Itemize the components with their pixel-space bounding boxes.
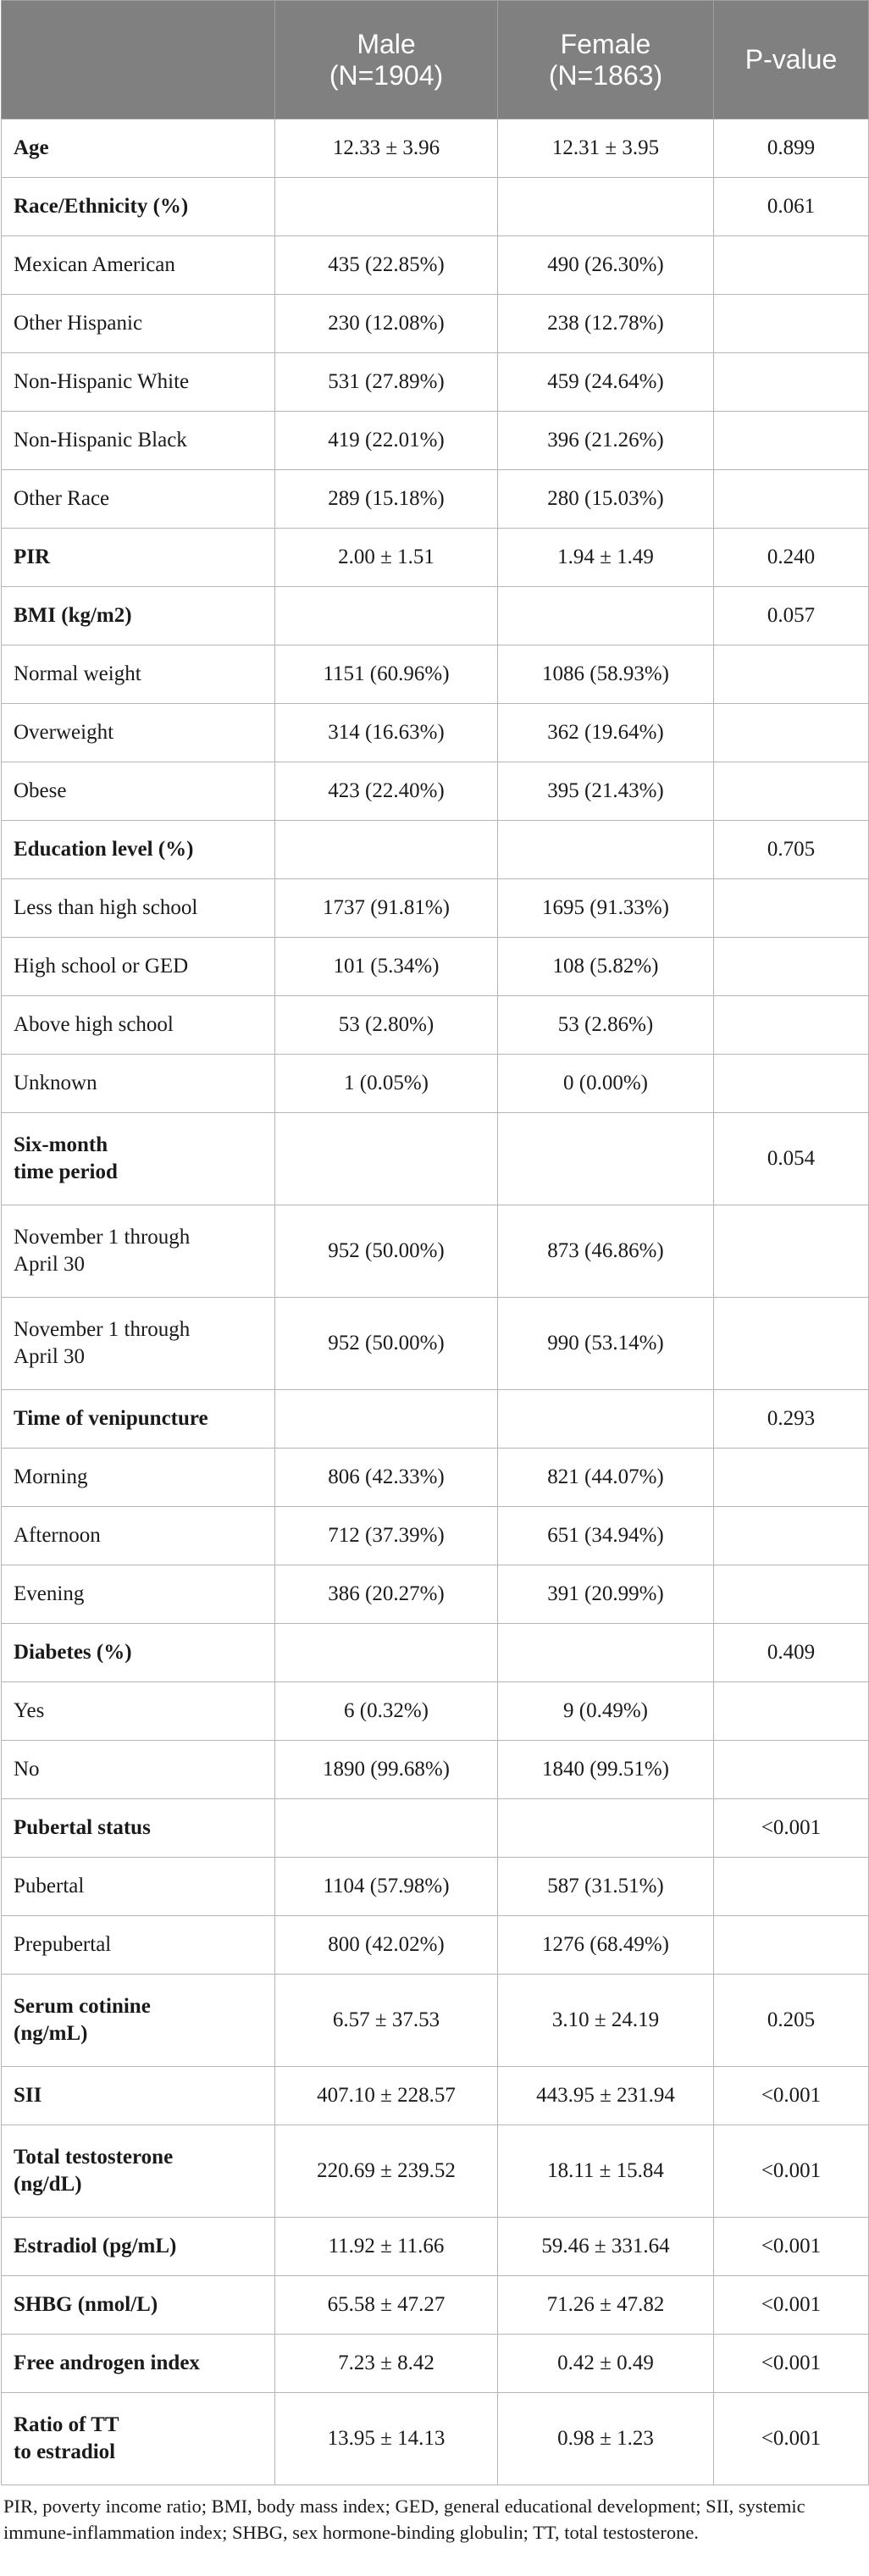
table-row — [2, 1799, 869, 1858]
row-label: November 1 through April 30 — [2, 1205, 275, 1298]
row-label: Education level (%) — [2, 821, 275, 879]
row-female-value: 53 (2.86%) — [498, 996, 714, 1055]
row-p-value: 0.054 — [714, 1113, 869, 1205]
table-row — [2, 1858, 869, 1916]
row-male-value: 1890 (99.68%) — [275, 1741, 498, 1799]
row-male-value: 220.69 ± 239.52 — [275, 2125, 498, 2218]
table-row — [2, 178, 869, 236]
row-label: Time of venipuncture — [2, 1390, 275, 1449]
row-female-value: 9 (0.49%) — [498, 1682, 714, 1741]
row-label: Mexican American — [2, 236, 275, 295]
table-row — [2, 412, 869, 470]
row-p-value — [714, 295, 869, 353]
row-male-value — [275, 587, 498, 645]
table-row — [2, 295, 869, 353]
row-male-value: 53 (2.80%) — [275, 996, 498, 1055]
row-p-value: 0.240 — [714, 529, 869, 587]
table-row — [2, 821, 869, 879]
row-label: Six-month time period — [2, 1113, 275, 1205]
row-male-value: 1151 (60.96%) — [275, 645, 498, 704]
row-male-value: 531 (27.89%) — [275, 353, 498, 412]
row-label: Afternoon — [2, 1507, 275, 1565]
table-row — [2, 1055, 869, 1113]
table-row — [2, 2335, 869, 2393]
row-label: SHBG (nmol/L) — [2, 2276, 275, 2335]
row-male-value — [275, 1624, 498, 1682]
row-female-value: 0 (0.00%) — [498, 1055, 714, 1113]
row-p-value — [714, 236, 869, 295]
row-female-value: 280 (15.03%) — [498, 470, 714, 529]
row-female-value: 1840 (99.51%) — [498, 1741, 714, 1799]
header-female — [498, 1, 714, 119]
row-male-value: 423 (22.40%) — [275, 762, 498, 821]
row-female-value: 12.31 ± 3.95 — [498, 119, 714, 178]
characteristics-table — [1, 0, 869, 2485]
row-female-value: 1.94 ± 1.49 — [498, 529, 714, 587]
row-male-value — [275, 1113, 498, 1205]
table-row — [2, 879, 869, 938]
row-label: Pubertal status — [2, 1799, 275, 1858]
row-p-value: <0.001 — [714, 2218, 869, 2276]
row-male-value: 230 (12.08%) — [275, 295, 498, 353]
row-p-value: <0.001 — [714, 2125, 869, 2218]
row-label: Race/Ethnicity (%) — [2, 178, 275, 236]
table-row — [2, 1916, 869, 1975]
table-row — [2, 996, 869, 1055]
row-female-value — [498, 1390, 714, 1449]
table-row — [2, 353, 869, 412]
header-male-n: (N=1904) — [329, 59, 444, 91]
row-p-value: <0.001 — [714, 2393, 869, 2485]
row-label: Non-Hispanic White — [2, 353, 275, 412]
row-p-value — [714, 412, 869, 470]
row-label: Other Race — [2, 470, 275, 529]
row-p-value: 0.293 — [714, 1390, 869, 1449]
row-p-value — [714, 762, 869, 821]
table-row — [2, 470, 869, 529]
row-male-value: 1 (0.05%) — [275, 1055, 498, 1113]
row-female-value: 1086 (58.93%) — [498, 645, 714, 704]
row-female-value: 362 (19.64%) — [498, 704, 714, 762]
header-female-n: (N=1863) — [548, 59, 663, 91]
row-male-value: 1104 (57.98%) — [275, 1858, 498, 1916]
row-male-value: 11.92 ± 11.66 — [275, 2218, 498, 2276]
row-p-value — [714, 1858, 869, 1916]
row-label: Non-Hispanic Black — [2, 412, 275, 470]
row-label: PIR — [2, 529, 275, 587]
row-female-value: 18.11 ± 15.84 — [498, 2125, 714, 2218]
row-male-value: 806 (42.33%) — [275, 1449, 498, 1507]
row-label: Total testosterone (ng/dL) — [2, 2125, 275, 2218]
row-p-value — [714, 1298, 869, 1390]
row-female-value: 651 (34.94%) — [498, 1507, 714, 1565]
row-male-value: 12.33 ± 3.96 — [275, 119, 498, 178]
row-male-value: 952 (50.00%) — [275, 1205, 498, 1298]
row-male-value — [275, 821, 498, 879]
row-label: Estradiol (pg/mL) — [2, 2218, 275, 2276]
row-male-value: 386 (20.27%) — [275, 1565, 498, 1624]
row-female-value: 3.10 ± 24.19 — [498, 1975, 714, 2067]
row-female-value: 490 (26.30%) — [498, 236, 714, 295]
row-female-value: 0.42 ± 0.49 — [498, 2335, 714, 2393]
row-male-value: 314 (16.63%) — [275, 704, 498, 762]
table-row — [2, 1682, 869, 1741]
row-male-value — [275, 1799, 498, 1858]
row-label: BMI (kg/m2) — [2, 587, 275, 645]
row-female-value: 821 (44.07%) — [498, 1449, 714, 1507]
table-body — [2, 119, 869, 2485]
row-male-value: 952 (50.00%) — [275, 1298, 498, 1390]
table-row — [2, 645, 869, 704]
row-p-value — [714, 996, 869, 1055]
table-row — [2, 587, 869, 645]
row-label: Free androgen index — [2, 2335, 275, 2393]
table-header — [2, 1, 869, 119]
row-female-value: 0.98 ± 1.23 — [498, 2393, 714, 2485]
row-p-value: 0.205 — [714, 1975, 869, 2067]
table-row — [2, 704, 869, 762]
row-male-value — [275, 1390, 498, 1449]
row-male-value: 419 (22.01%) — [275, 412, 498, 470]
header-male-label: Male — [357, 29, 416, 60]
row-female-value — [498, 178, 714, 236]
row-label: Other Hispanic — [2, 295, 275, 353]
header-male — [275, 1, 498, 119]
row-p-value — [714, 645, 869, 704]
table-row — [2, 2125, 869, 2218]
row-p-value — [714, 938, 869, 996]
table-row — [2, 2218, 869, 2276]
header-female-label: Female — [560, 29, 651, 60]
row-male-value: 7.23 ± 8.42 — [275, 2335, 498, 2393]
row-p-value: <0.001 — [714, 1799, 869, 1858]
row-female-value: 873 (46.86%) — [498, 1205, 714, 1298]
row-male-value: 1737 (91.81%) — [275, 879, 498, 938]
row-p-value — [714, 879, 869, 938]
row-male-value: 289 (15.18%) — [275, 470, 498, 529]
table-row — [2, 2276, 869, 2335]
table-row — [2, 762, 869, 821]
row-female-value: 396 (21.26%) — [498, 412, 714, 470]
row-male-value: 407.10 ± 228.57 — [275, 2067, 498, 2125]
table-row — [2, 2393, 869, 2485]
table-row — [2, 236, 869, 295]
row-label: Prepubertal — [2, 1916, 275, 1975]
row-female-value: 587 (31.51%) — [498, 1858, 714, 1916]
row-p-value — [714, 353, 869, 412]
row-female-value: 1695 (91.33%) — [498, 879, 714, 938]
table-row — [2, 1390, 869, 1449]
row-p-value: 0.409 — [714, 1624, 869, 1682]
row-female-value: 395 (21.43%) — [498, 762, 714, 821]
row-p-value — [714, 1741, 869, 1799]
row-p-value: 0.061 — [714, 178, 869, 236]
row-female-value — [498, 1799, 714, 1858]
row-female-value: 238 (12.78%) — [498, 295, 714, 353]
row-p-value — [714, 1205, 869, 1298]
row-female-value: 990 (53.14%) — [498, 1298, 714, 1390]
row-p-value — [714, 1055, 869, 1113]
table-footnote: PIR, poverty income ratio; BMI, body mass index; GED, general educational development; SII, systemic immune-inflammation index; SHBG, sex hormone-binding globulin; TT, total testosterone. — [3, 2496, 805, 2543]
row-p-value: <0.001 — [714, 2276, 869, 2335]
row-p-value: <0.001 — [714, 2067, 869, 2125]
row-male-value: 101 (5.34%) — [275, 938, 498, 996]
row-label: Age — [2, 119, 275, 178]
row-female-value: 391 (20.99%) — [498, 1565, 714, 1624]
row-label: November 1 through April 30 — [2, 1298, 275, 1390]
table-row — [2, 1449, 869, 1507]
row-label: Evening — [2, 1565, 275, 1624]
table-row — [2, 2067, 869, 2125]
table-row — [2, 1205, 869, 1298]
row-female-value: 59.46 ± 331.64 — [498, 2218, 714, 2276]
table-row — [2, 1298, 869, 1390]
row-label: Pubertal — [2, 1858, 275, 1916]
row-p-value — [714, 470, 869, 529]
row-female-value — [498, 1113, 714, 1205]
row-female-value: 459 (24.64%) — [498, 353, 714, 412]
row-male-value: 712 (37.39%) — [275, 1507, 498, 1565]
row-p-value — [714, 704, 869, 762]
row-p-value — [714, 1682, 869, 1741]
row-male-value: 13.95 ± 14.13 — [275, 2393, 498, 2485]
table-row — [2, 529, 869, 587]
row-label: No — [2, 1741, 275, 1799]
row-male-value — [275, 178, 498, 236]
row-male-value: 435 (22.85%) — [275, 236, 498, 295]
row-male-value: 2.00 ± 1.51 — [275, 529, 498, 587]
row-label: Serum cotinine (ng/mL) — [2, 1975, 275, 2067]
row-label: High school or GED — [2, 938, 275, 996]
row-label: Morning — [2, 1449, 275, 1507]
row-female-value: 108 (5.82%) — [498, 938, 714, 996]
row-label: Unknown — [2, 1055, 275, 1113]
table-row — [2, 1624, 869, 1682]
row-male-value: 800 (42.02%) — [275, 1916, 498, 1975]
table-row — [2, 1741, 869, 1799]
row-female-value: 443.95 ± 231.94 — [498, 2067, 714, 2125]
table-row — [2, 1113, 869, 1205]
header-characteristic — [2, 1, 275, 119]
row-p-value — [714, 1449, 869, 1507]
row-label: Above high school — [2, 996, 275, 1055]
row-label: Yes — [2, 1682, 275, 1741]
row-label: Ratio of TT to estradiol — [2, 2393, 275, 2485]
header-p-value: P-value — [714, 1, 869, 119]
row-p-value — [714, 1916, 869, 1975]
row-p-value: 0.899 — [714, 119, 869, 178]
row-label: Obese — [2, 762, 275, 821]
row-p-value: 0.057 — [714, 587, 869, 645]
row-p-value: <0.001 — [714, 2335, 869, 2393]
row-label: SII — [2, 2067, 275, 2125]
table-row — [2, 938, 869, 996]
table-row — [2, 1565, 869, 1624]
table-row — [2, 1507, 869, 1565]
row-label: Less than high school — [2, 879, 275, 938]
row-female-value — [498, 821, 714, 879]
row-female-value: 1276 (68.49%) — [498, 1916, 714, 1975]
row-female-value — [498, 587, 714, 645]
table-row — [2, 1975, 869, 2067]
row-label: Overweight — [2, 704, 275, 762]
row-male-value: 6 (0.32%) — [275, 1682, 498, 1741]
header-row — [2, 1, 869, 119]
row-p-value — [714, 1507, 869, 1565]
row-label: Normal weight — [2, 645, 275, 704]
table-row — [2, 119, 869, 178]
row-male-value: 65.58 ± 47.27 — [275, 2276, 498, 2335]
row-female-value — [498, 1624, 714, 1682]
row-p-value: 0.705 — [714, 821, 869, 879]
row-male-value: 6.57 ± 37.53 — [275, 1975, 498, 2067]
row-p-value — [714, 1565, 869, 1624]
row-label: Diabetes (%) — [2, 1624, 275, 1682]
row-female-value: 71.26 ± 47.82 — [498, 2276, 714, 2335]
